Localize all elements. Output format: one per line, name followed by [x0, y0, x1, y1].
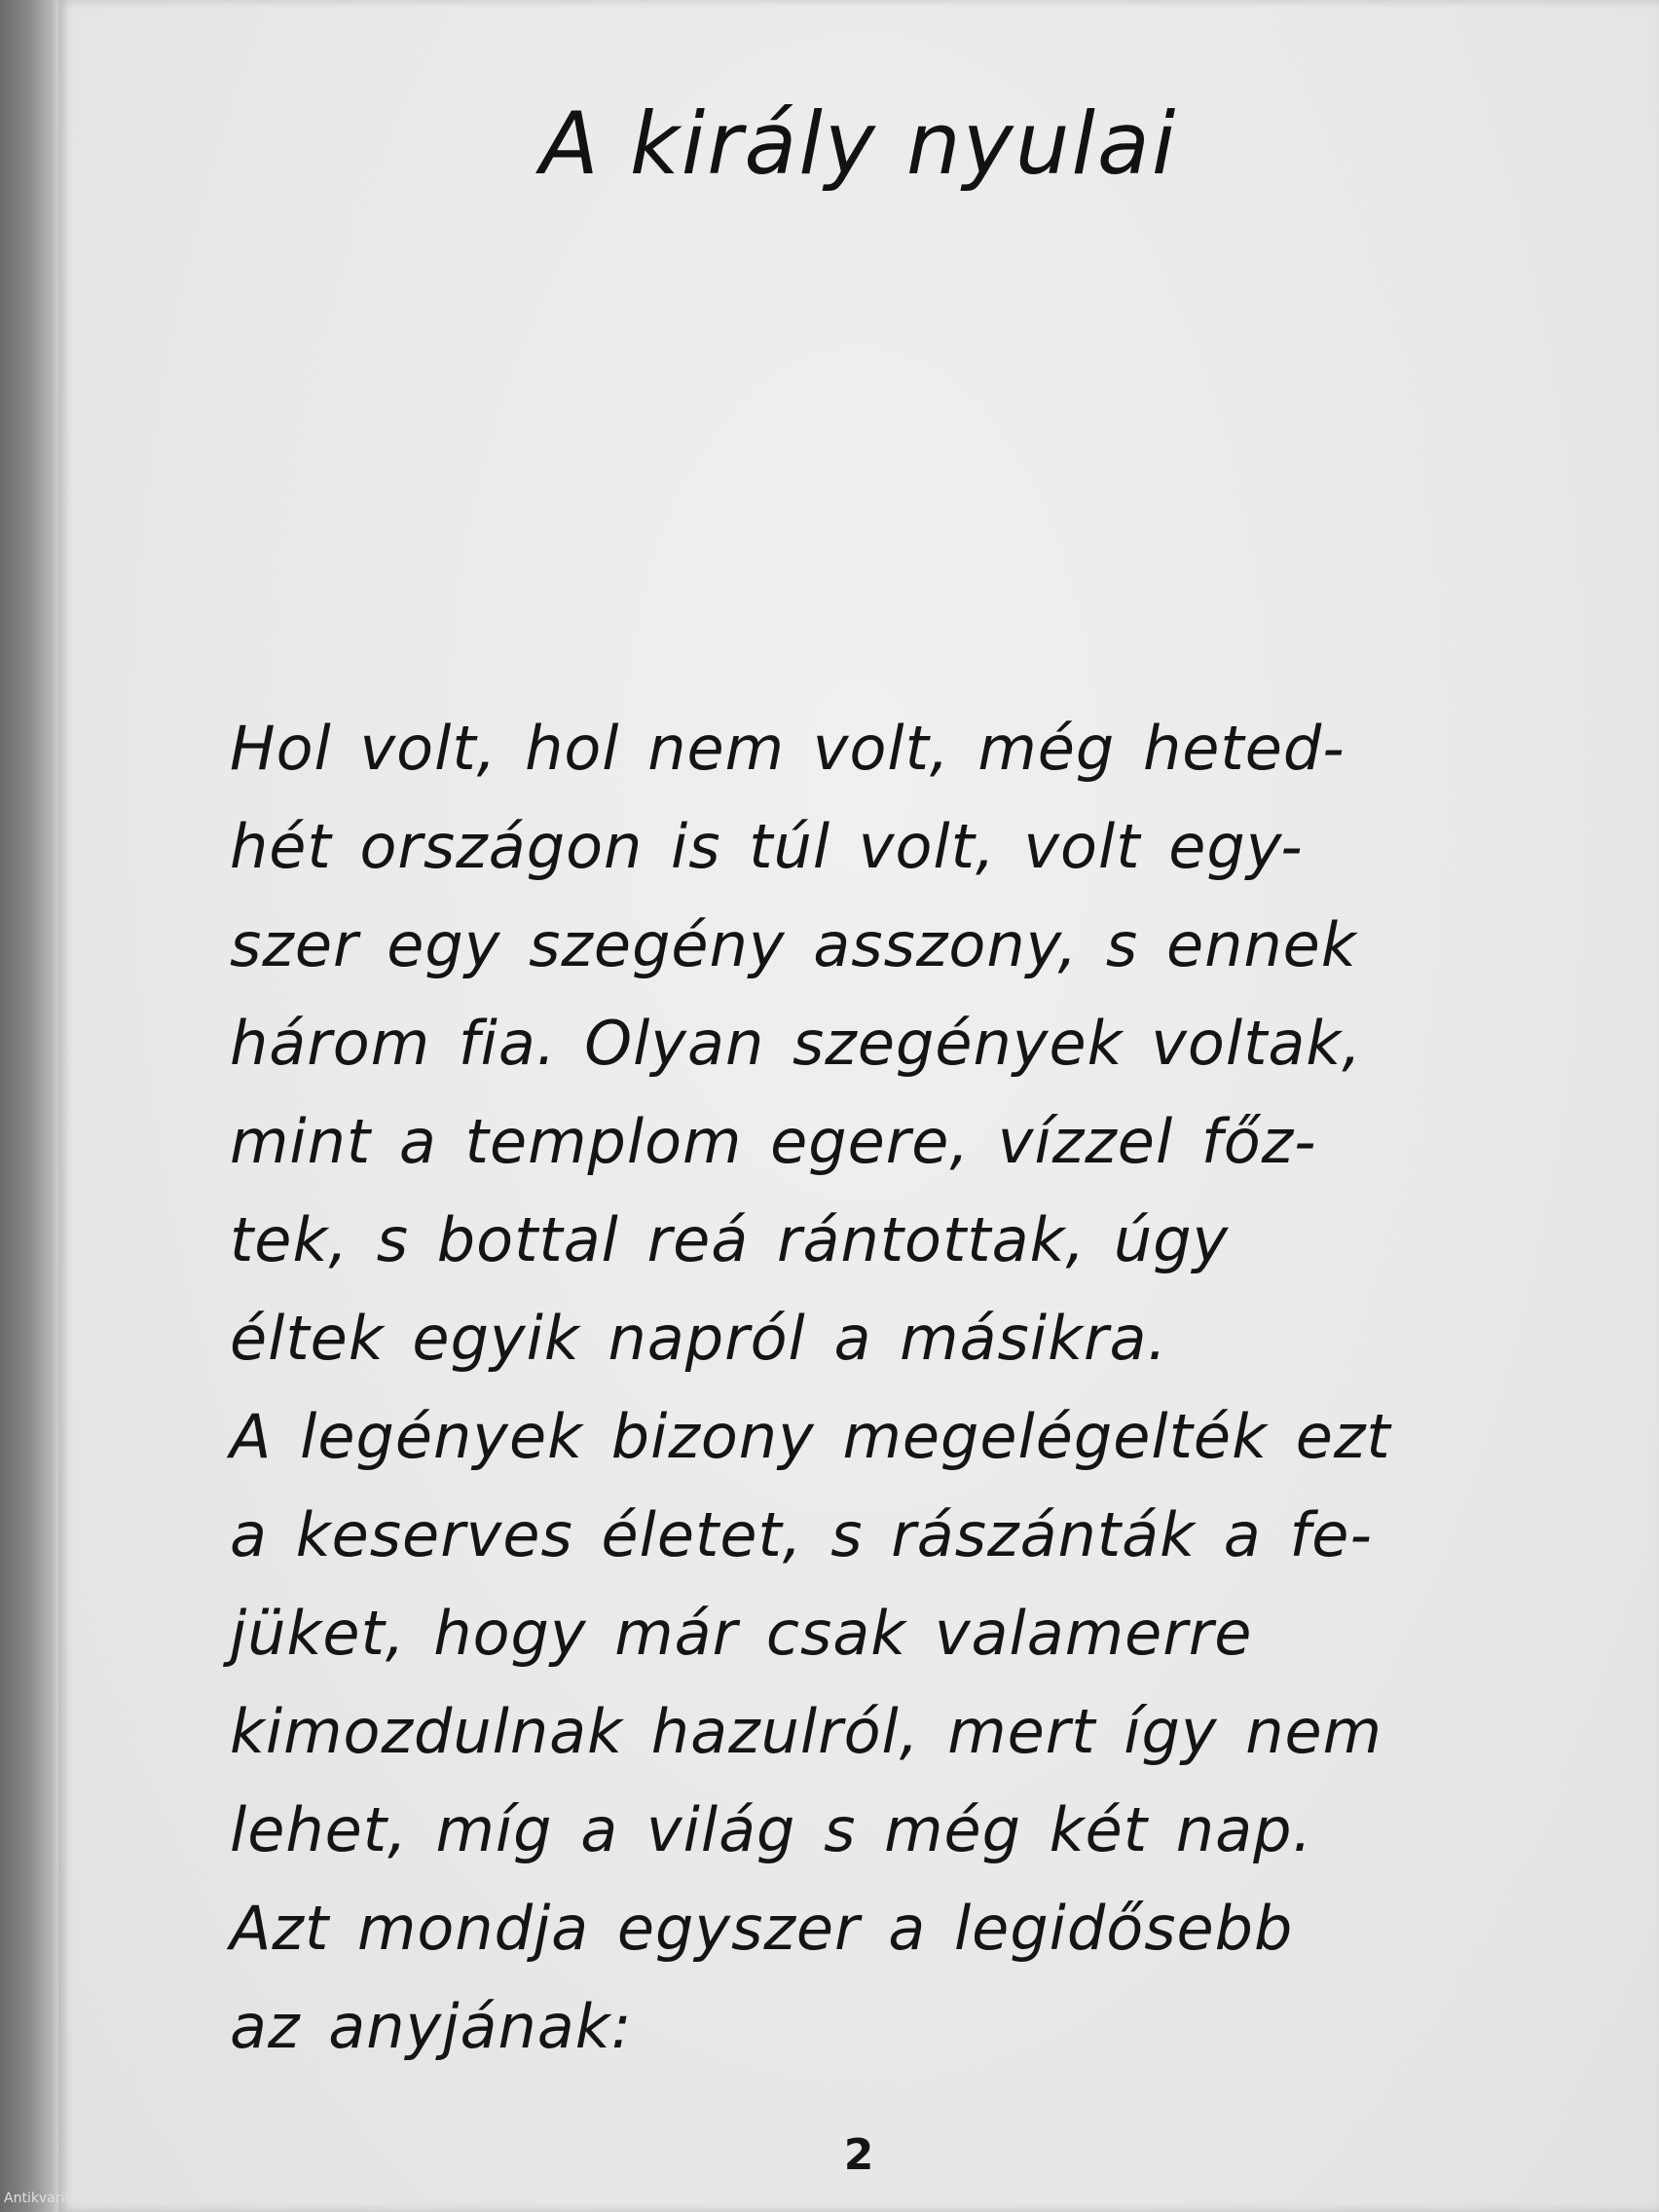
- book-binding-edge: [0, 0, 58, 2212]
- text-line: Hol volt, hol nem volt, még heted-: [230, 713, 1346, 784]
- book-page: [58, 0, 1659, 2212]
- text-line: lehet, míg a világ s még két nap.: [230, 1794, 1313, 1865]
- text-line: Azt mondja egyszer a legidősebb: [230, 1893, 1294, 1964]
- text-line: mint a templom egere, vízzel főz-: [230, 1106, 1317, 1177]
- text-line: három fia. Olyan szegények voltak,: [230, 1008, 1362, 1079]
- text-line: a keserves életet, s rászánták a fe-: [230, 1499, 1373, 1570]
- text-line: éltek egyik napról a másikra.: [230, 1303, 1168, 1374]
- text-line: tek, s bottal reá rántottak, úgy: [230, 1204, 1230, 1275]
- page-title: A király nyulai: [539, 93, 1178, 194]
- text-line: szer egy szegény asszony, s ennek: [230, 909, 1357, 980]
- page-number: 2: [843, 2130, 874, 2180]
- text-line: hét országon is túl volt, volt egy-: [230, 811, 1304, 882]
- story-text: [230, 699, 1593, 2076]
- text-line: A legények bizony megelégelték ezt: [230, 1401, 1391, 1472]
- text-line: az anyjának:: [230, 1991, 633, 2062]
- text-line: jüket, hogy már csak valamerre: [230, 1598, 1253, 1669]
- text-line: kimozdulnak hazulról, mert így nem: [230, 1696, 1383, 1767]
- watermark: Antikvarium.hu: [4, 2191, 109, 2206]
